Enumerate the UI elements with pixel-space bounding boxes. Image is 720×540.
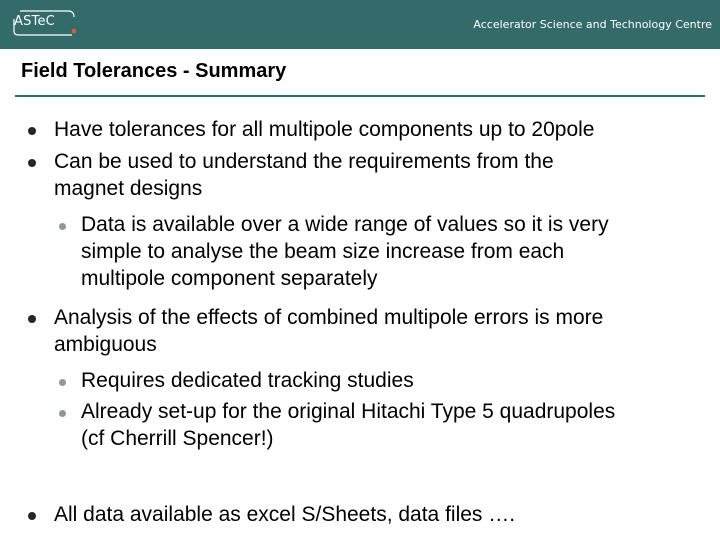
list-item (81, 398, 615, 452)
bullet-line: Can be used to understand the requirements from the (54, 150, 554, 173)
bullet-line: multipole component separately (81, 267, 378, 290)
list-item (81, 211, 609, 292)
bullet-line: Have tolerances for all multipole components up to 20pole (54, 118, 595, 141)
bullet-line: Data is available over a wide range of values so it is very (81, 213, 609, 236)
bullet-dot-icon (59, 379, 66, 386)
logo-text: ASTeC (14, 14, 55, 29)
bullet-line: magnet designs (54, 177, 203, 200)
slide-title: Field Tolerances - Summary (21, 60, 287, 82)
bullet-dot-icon (28, 315, 36, 323)
bullet-line: Analysis of the effects of combined multipole errors is more (54, 306, 604, 329)
bullet-dot-icon (59, 223, 66, 230)
bullet-line: Requires dedicated tracking studies (81, 369, 414, 392)
bullet-dot-icon (59, 410, 66, 417)
bullet-line: (cf Cherrill Spencer!) (81, 427, 274, 450)
bullet-line: All data available as excel S/Sheets, data files …. (54, 503, 516, 526)
org-name: Accelerator Science and Technology Centre (473, 18, 712, 31)
bullet-dot-icon (28, 159, 36, 167)
list-item (54, 304, 603, 358)
list-item (54, 148, 554, 202)
bullet-dot-icon (28, 512, 36, 520)
bullet-line: simple to analyse the beam size increase from each (81, 240, 565, 263)
bullet-dot-icon (28, 127, 36, 135)
list-item (54, 501, 515, 528)
bullet-line: ambiguous (54, 333, 157, 356)
bullet-line: Already set-up for the original Hitachi Type 5 quadrupoles (81, 400, 616, 423)
list-item (81, 367, 414, 394)
list-item (54, 116, 594, 143)
